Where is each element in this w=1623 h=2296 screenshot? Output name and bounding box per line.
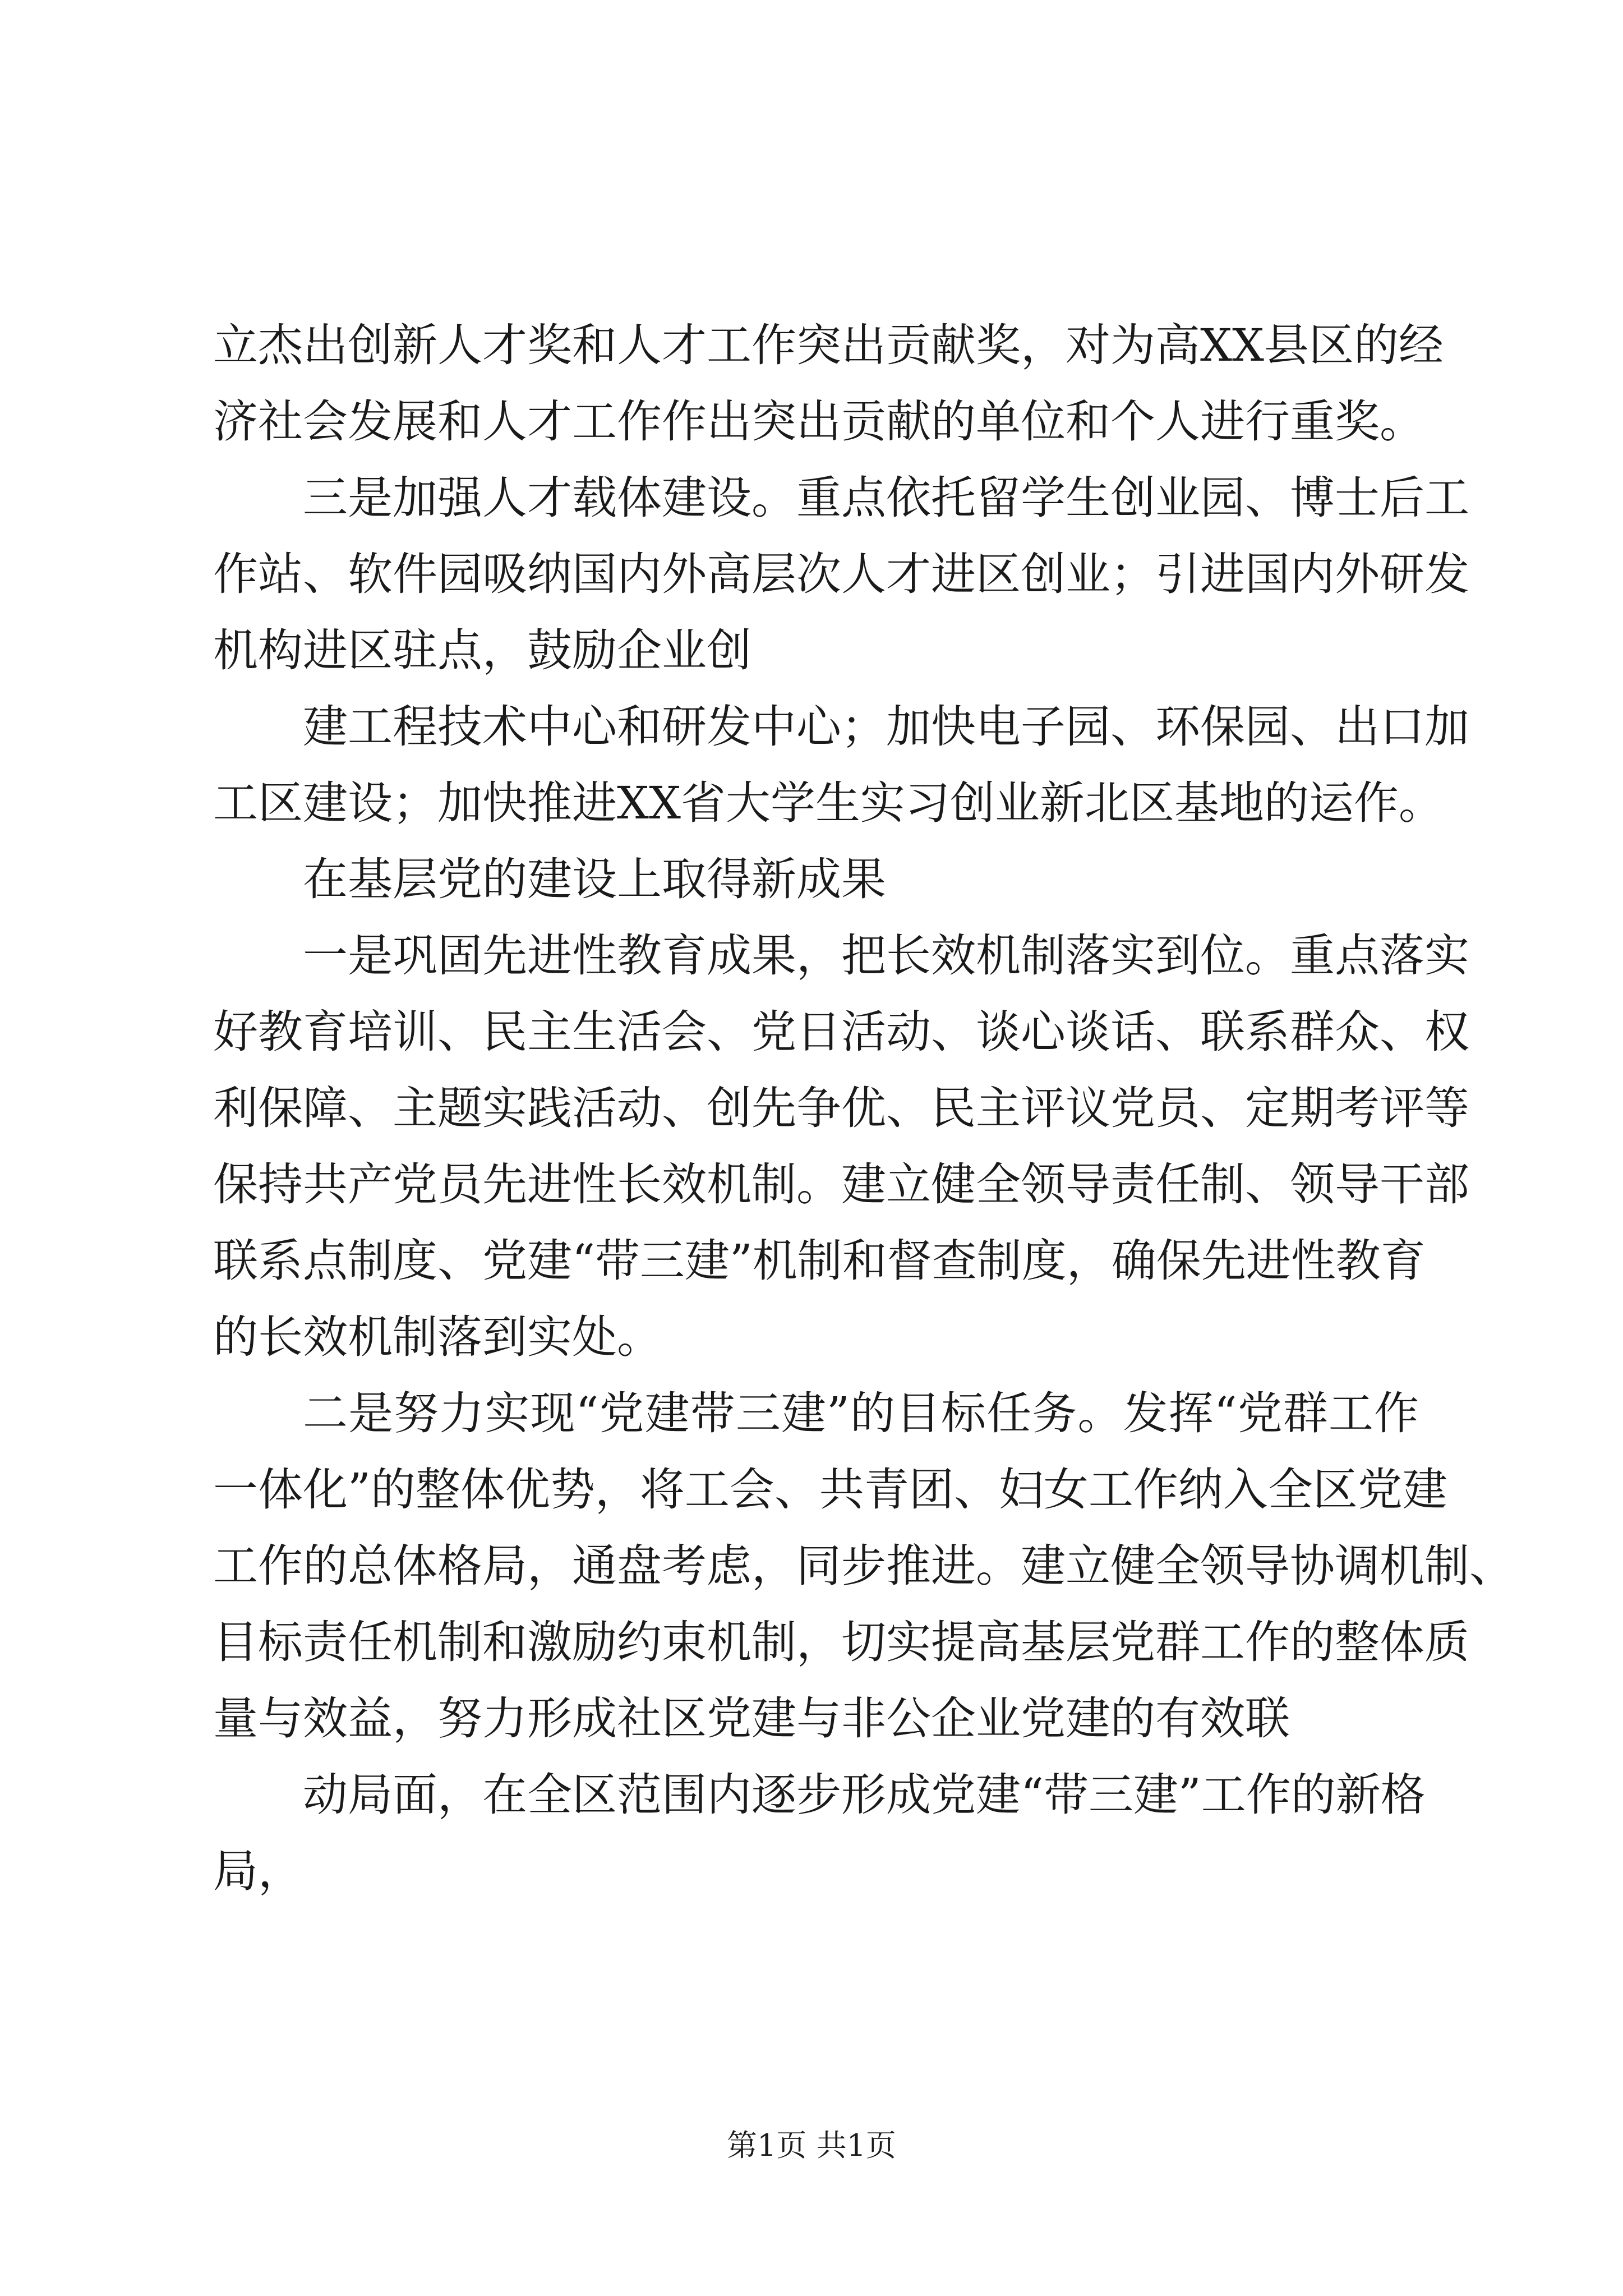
text-line: 保持共产党员先进性长效机制。建立健全领导责任制、领导干部 [213,1158,1469,1211]
text-line: 工作的总体格局，通盘考虑，同步推进。建立健全领导协调机制、 [213,1540,1514,1592]
text-line: 局， [213,1845,303,1897]
text-line: 动局面，在全区范围内逐步形成党建“带三建”工作的新格 [303,1769,1426,1821]
text-line: 二是努力实现“党建带三建”的目标任务。发挥“党群工作 [303,1387,1419,1439]
text-line: 作站、软件园吸纳国内外高层次人才进区创业；引进国内外研发 [213,548,1469,600]
text-line: 一体化”的整体优势，将工会、共青团、妇女工作纳入全区党建 [213,1464,1447,1516]
text-line: 济社会发展和人才工作作出突出贡献的单位和个人进行重奖。 [213,395,1424,448]
page-number-footer: 第1页 共1页 [727,2128,896,2163]
text-line: 一是巩固先进性教育成果，把长效机制落实到位。重点落实 [303,930,1469,982]
text-line: 立杰出创新人才奖和人才工作突出贡献奖，对为高XX县区的经 [213,319,1444,371]
text-line: 机构进区驻点，鼓励企业创 [213,624,751,677]
text-line: 量与效益，努力形成社区党建与非公企业党建的有效联 [213,1692,1290,1745]
text-line: 利保障、主题实践活动、创先争优、民主评议党员、定期考评等 [213,1082,1469,1134]
section-heading: 在基层党的建设上取得新成果 [303,853,886,905]
text-line: 好教育培训、民主生活会、党日活动、谈心谈话、联系群众、权 [213,1006,1469,1058]
document-body [213,307,1514,1910]
text-line: 联系点制度、党建“带三建”机制和督查制度，确保先进性教育 [213,1235,1426,1287]
text-line: 建工程技术中心和研发中心；加快电子园、环保园、出口加 [303,701,1469,753]
text-line: 目标责任机制和激励约束机制，切实提高基层党群工作的整体质 [213,1616,1469,1668]
text-line: 三是加强人才载体建设。重点依托留学生创业园、博士后工 [303,472,1469,524]
text-line: 工区建设；加快推进XX省大学生实习创业新北区基地的运作。 [213,777,1444,829]
text-line: 的长效机制落到实处。 [213,1311,662,1363]
